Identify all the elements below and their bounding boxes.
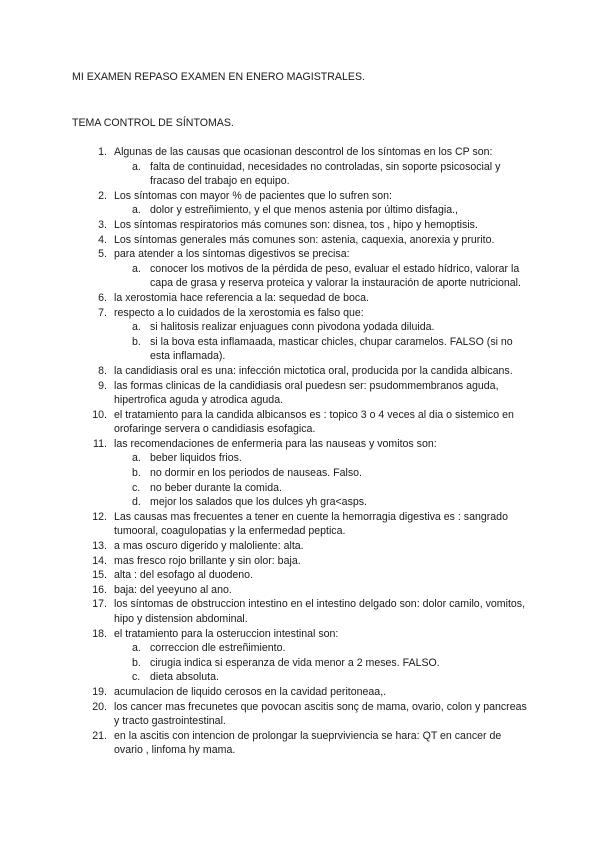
item-number: 6.	[98, 291, 107, 304]
list-item	[72, 597, 532, 626]
sub-item	[114, 160, 532, 189]
sub-item-text: falta de continuidad, necesidades no controladas, sin soporte psicosocial y fracaso del trabajo en equipo.	[150, 160, 501, 188]
list-item	[72, 700, 532, 729]
sub-item	[114, 203, 532, 218]
section-heading: TEMA CONTROL DE SÍNTOMAS.	[72, 117, 234, 129]
item-text: alta : del esofago al duodeno.	[114, 569, 254, 582]
sub-item-letter: c.	[132, 481, 141, 494]
sub-item-letter: d.	[132, 496, 141, 509]
item-number: 15.	[92, 569, 107, 582]
item-number: 11.	[93, 437, 107, 450]
sub-item	[114, 451, 532, 466]
sub-item-text: conocer los motivos de la pérdida de peso, evaluar el estado hídrico, valorar la capa de grasa y reserva proteica y valorar la instauración de aporte nutricional.	[150, 262, 521, 290]
item-number: 14.	[92, 554, 107, 567]
list-item	[72, 364, 532, 379]
list-item	[72, 218, 532, 233]
sub-item-text: beber liquidos frios.	[150, 452, 242, 465]
item-number: 17.	[92, 598, 107, 611]
sub-item-letter: c.	[132, 671, 141, 684]
item-number: 5.	[98, 248, 107, 261]
item-text: la xerostomia hace referencia a la: sequedad de boca.	[114, 291, 370, 304]
item-text: el tratamiento para la candida albicansos es : topico 3 o 4 veces al dia o sistemico en orofaringe servera o candidiasis esofagica.	[114, 408, 514, 436]
list-item	[72, 554, 532, 569]
item-number: 18.	[92, 627, 107, 640]
sub-item-text: dolor y estreñimiento, y el que menos astenia por último disfagia.,	[150, 204, 458, 217]
item-number: 7.	[98, 306, 107, 319]
sub-item	[114, 481, 532, 496]
list-item	[72, 291, 532, 306]
sub-item-text: si halitosis realizar enjuagues conn pivodona yodada diluida.	[150, 321, 435, 334]
item-text: mas fresco rojo brillante y sin olor: baja.	[114, 554, 301, 567]
item-number: 21.	[92, 729, 107, 742]
sub-item-letter: a.	[132, 262, 141, 275]
sub-item-text: si la bova esta inflamaada, masticar chicles, chupar caramelos. FALSO (si no esta inflamada).	[150, 335, 513, 363]
item-text: los síntomas de obstruccion intestino en el intestino delgado son: dolor camilo, vomitos, hipo y distension abdominal.	[114, 598, 526, 625]
sub-item	[114, 466, 532, 481]
sub-item	[114, 656, 532, 671]
sub-item-text: cirugia indica si esperanza de vida menor a 2 meses. FALSO.	[150, 656, 440, 669]
item-text: la candidiasis oral es una: infección mictotica oral, producida por la candida albicans.	[114, 364, 513, 377]
item-text: acumulacion de liquido cerosos en la cavidad peritoneaa,.	[114, 685, 387, 698]
item-number: 9.	[98, 379, 107, 392]
item-text: baja: del yeeyuno al ano.	[114, 583, 232, 596]
item-text: Algunas de las causas que ocasionan descontrol de los síntomas en los CP son:	[114, 146, 493, 158]
sub-item-letter: b.	[132, 335, 141, 348]
sub-item	[114, 335, 532, 364]
item-text: respecto a lo cuidados de la xerostomia es falso que:	[114, 306, 364, 319]
item-text: Los síntomas generales más comunes son: astenia, caquexia, anorexia y prurito.	[114, 233, 495, 246]
list-item	[72, 729, 532, 758]
sub-item	[114, 495, 532, 510]
item-number: 13.	[92, 540, 107, 553]
list-item	[72, 379, 532, 408]
item-number: 19.	[92, 685, 107, 698]
item-number: 3.	[98, 218, 107, 231]
sub-item-letter: a.	[132, 204, 141, 217]
item-text: en la ascitis con intencion de prolongar la sueprviviencia se hara: QT en cancer de ovario , linfoma hy mama.	[114, 729, 502, 757]
sub-item-letter: a.	[132, 642, 141, 655]
document-title: MI EXAMEN REPASO EXAMEN EN ENERO MAGISTRALES.	[72, 71, 365, 83]
item-number: 1.	[98, 146, 107, 158]
item-number: 8.	[98, 364, 107, 377]
item-text: a mas oscuro digerido y maloliente: alta.	[114, 540, 304, 553]
list-item	[72, 408, 532, 437]
list-item	[72, 510, 532, 539]
sub-item-letter: b.	[132, 467, 141, 480]
sub-item	[114, 320, 532, 335]
list-item	[72, 247, 532, 291]
item-text: Los síntomas respiratorios más comunes son: disnea, tos , hipo y hemoptisis.	[114, 218, 478, 231]
item-text: las formas clinicas de la candidiasis oral puedesn ser: psudommembranos aguda, hipertrofica aguda y atrodica aguda.	[114, 379, 499, 407]
list-item	[72, 627, 532, 685]
sub-item-text: correccion dle estreñimiento.	[150, 642, 286, 655]
sub-item	[114, 670, 532, 685]
sub-item-text: no dormir en los periodos de nauseas. Falso.	[150, 467, 362, 480]
list-item	[72, 539, 532, 554]
sub-item-text: dieta absoluta.	[150, 671, 219, 684]
item-number: 20.	[92, 700, 107, 713]
sub-item	[114, 641, 532, 656]
item-text: los cancer mas frecunetes que povocan ascitis sonç de mama, ovario, colon y pancreas y tracto gastrointestinal.	[114, 700, 527, 728]
list-item	[72, 189, 532, 218]
sub-item-text: mejor los salados que los dulces yh gra<asps.	[150, 496, 367, 509]
sub-item-letter: b.	[132, 656, 141, 669]
sub-item-letter: a.	[132, 160, 141, 173]
list-item	[72, 568, 532, 583]
item-text: el tratamiento para la osteruccion intestinal son:	[114, 627, 339, 640]
list-item	[72, 437, 532, 510]
list-item	[72, 145, 532, 189]
sub-item-text: no beber durante la comida.	[150, 481, 282, 494]
item-number: 2.	[98, 189, 107, 202]
question-list	[72, 145, 532, 758]
item-text: Las causas mas frecuentes a tener en cuente la hemorragia digestiva es : sangrado tumooral, coagulopatias y la enfermedad peptica.	[114, 510, 508, 538]
list-item	[72, 306, 532, 364]
list-item	[72, 233, 532, 248]
list-item	[72, 583, 532, 598]
item-number: 10.	[92, 408, 107, 421]
item-text: Los síntomas con mayor % de pacientes que lo sufren son:	[114, 189, 392, 202]
item-number: 12.	[92, 510, 107, 523]
item-number: 4.	[98, 233, 107, 246]
sub-item	[114, 262, 532, 291]
item-text: para atender a los síntomas digestivos se precisa:	[114, 248, 350, 261]
item-number: 16.	[92, 583, 107, 596]
item-text: las recomendaciones de enfermeria para las nauseas y vomitos son:	[114, 437, 437, 450]
sub-item-letter: a.	[132, 452, 141, 465]
sub-item-letter: a.	[132, 321, 141, 334]
list-item	[72, 685, 532, 700]
